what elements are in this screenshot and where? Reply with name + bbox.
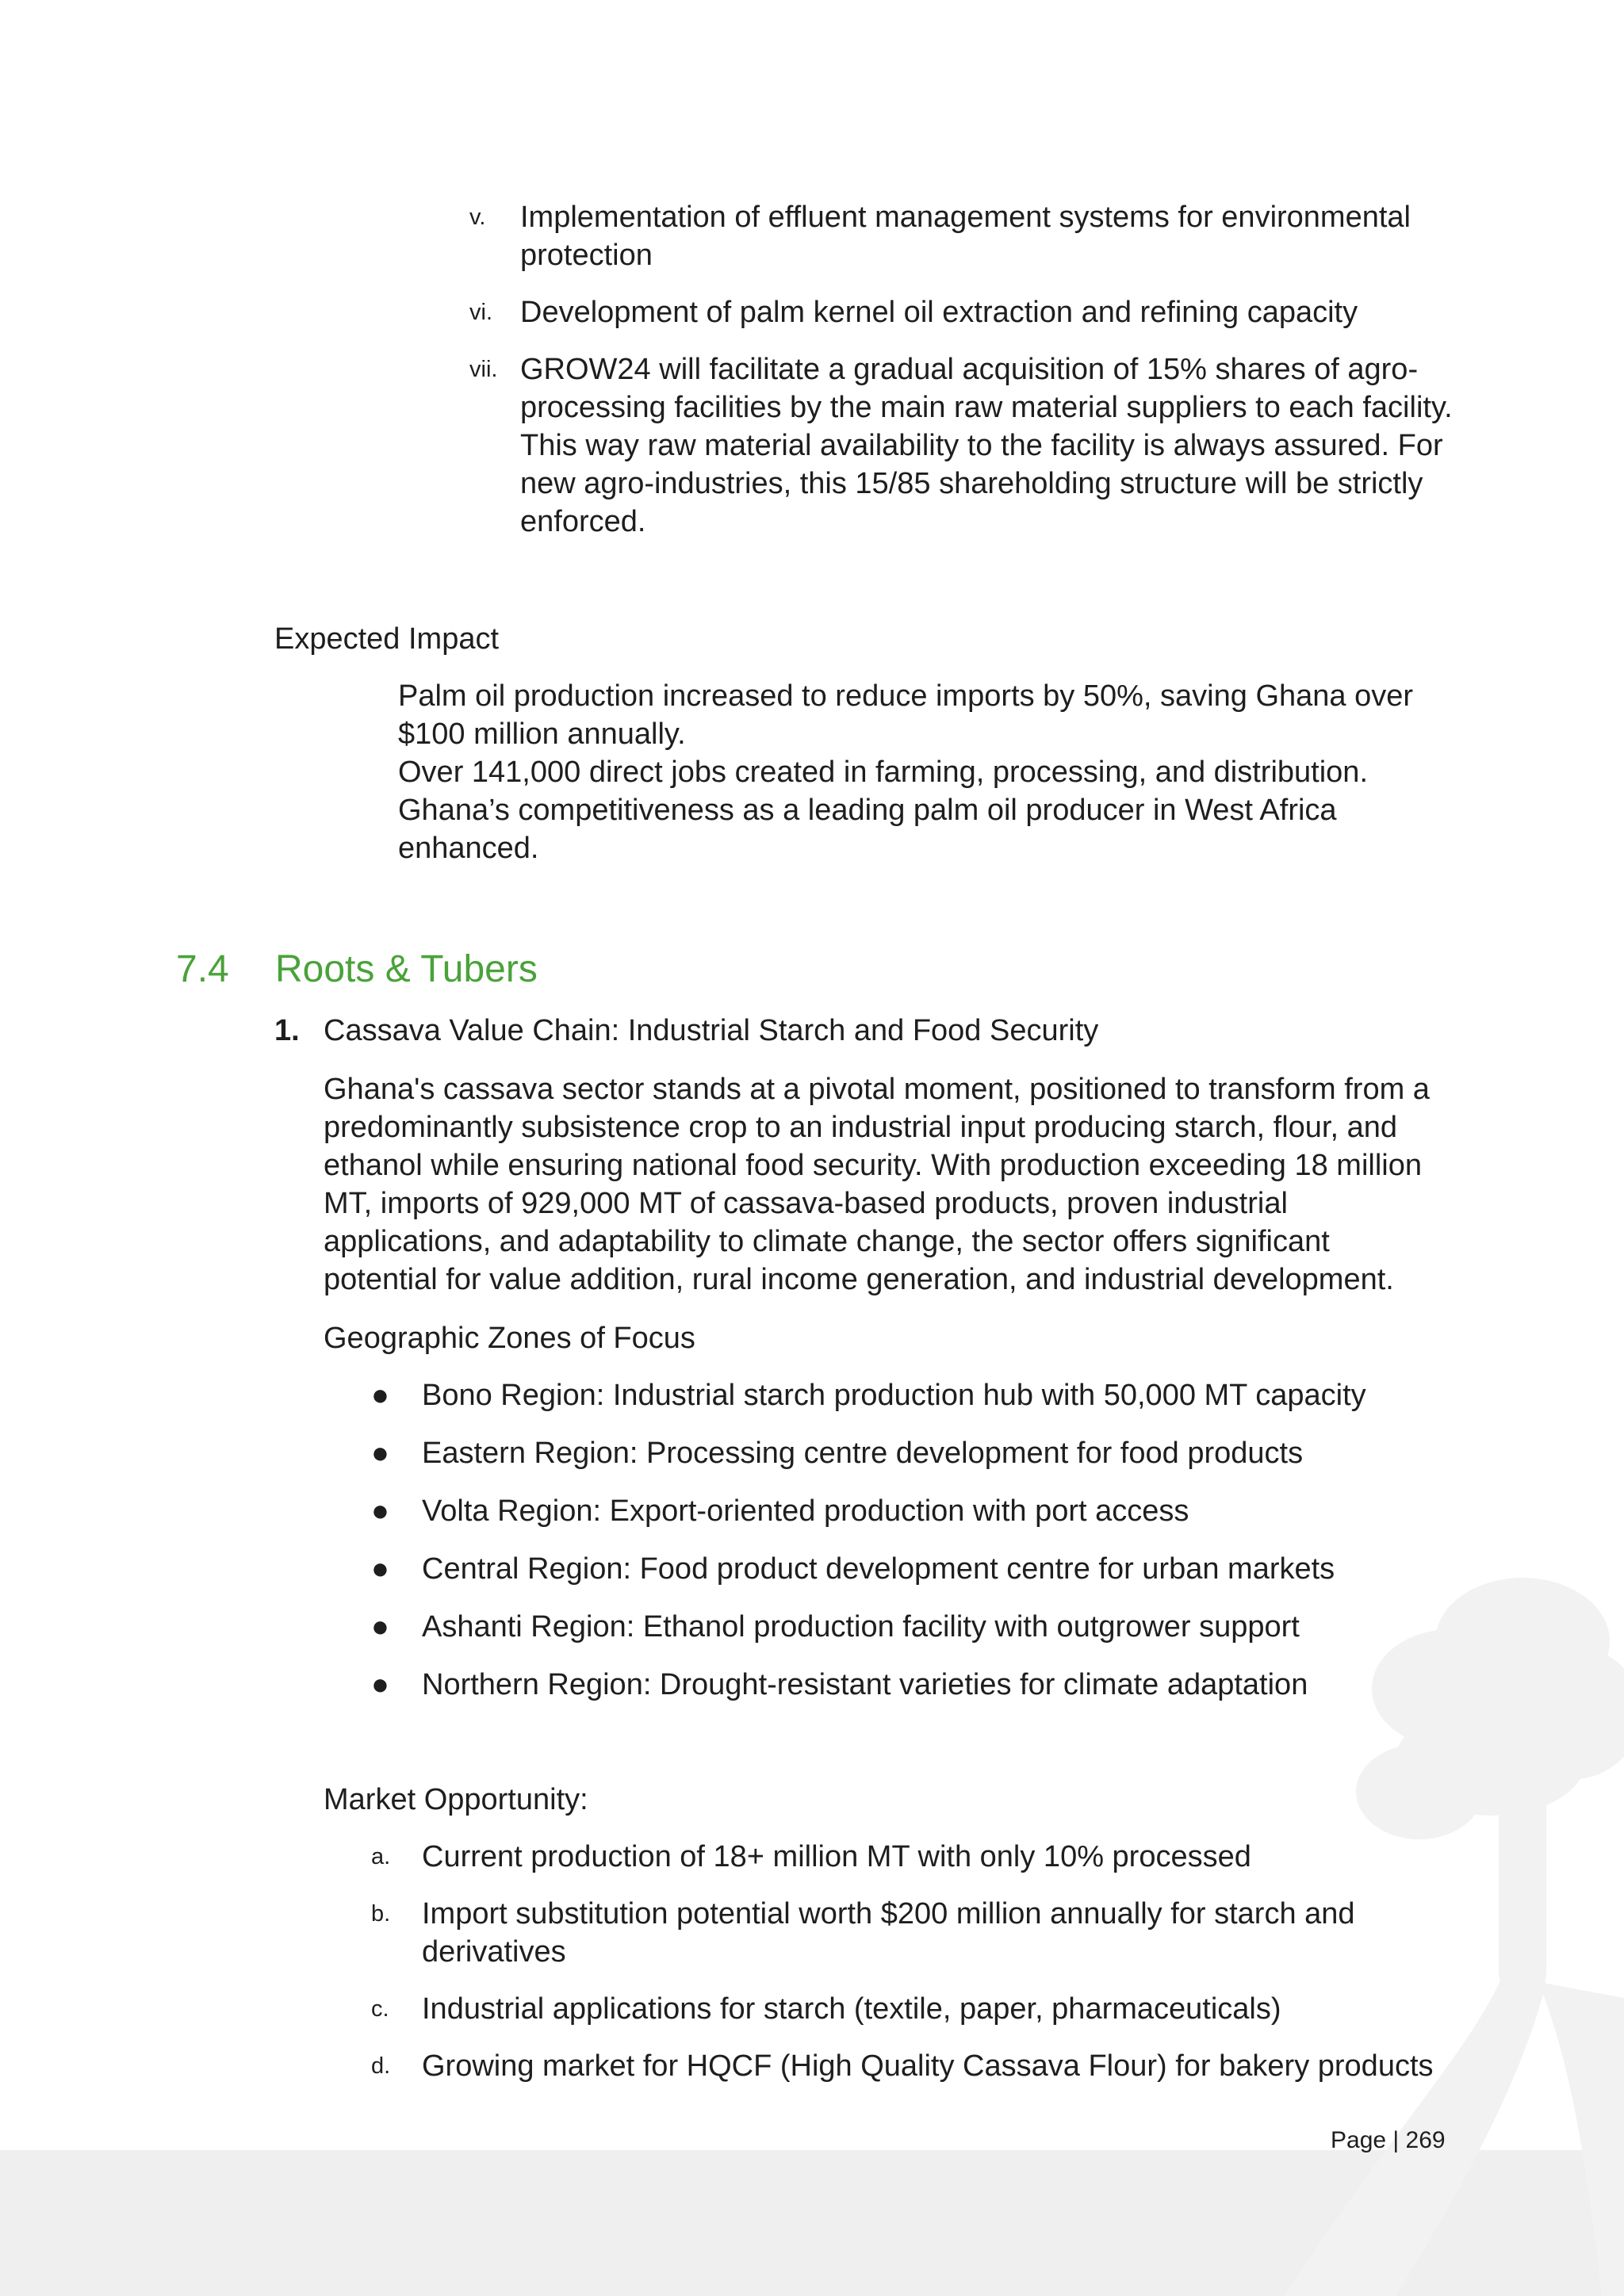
list-item-text: Central Region: Food product development centre for urban markets: [422, 1552, 1335, 1586]
list-item: [371, 1608, 1450, 1646]
bullet-icon: ●: [371, 1379, 389, 1412]
list-item-letter: b.: [371, 1901, 391, 1927]
list-item-number: v.: [469, 205, 486, 230]
list-item-text: Current production of 18+ million MT with only 10% processed: [422, 1840, 1251, 1873]
list-item-text: Northern Region: Drought-resistant varieties for climate adaptation: [422, 1668, 1308, 1701]
list-item-text: Import substitution potential worth $200 million annually for starch and derivatives: [422, 1897, 1355, 1969]
bullet-icon: ●: [371, 1668, 389, 1701]
list-item-text: Industrial applications for starch (textile, paper, pharmaceuticals): [422, 1992, 1281, 2026]
list-item: [371, 1376, 1450, 1414]
subsection-title: Cassava Value Chain: Industrial Starch and Food Security: [324, 1014, 1099, 1047]
list-item-text: GROW24 will facilitate a gradual acquisition of 15% shares of agro-processing facilities by the main raw material suppliers to each facility. This way raw material availability to the facility is always assured. For new agro-industries, this 15/85 shareholding structure will be strictly enforced.: [520, 353, 1453, 538]
list-item-text: Eastern Region: Processing centre development for food products: [422, 1437, 1304, 1470]
impact-line: Over 141,000 direct jobs created in farming, processing, and distribution.: [398, 756, 1368, 789]
list-item-text: Bono Region: Industrial starch production hub with 50,000 MT capacity: [422, 1379, 1366, 1412]
list-item-letter: c.: [371, 1996, 389, 2022]
impact-line: Ghana’s competitiveness as a leading palm oil producer in West Africa enhanced.: [398, 794, 1337, 865]
list-item-letter: d.: [371, 2053, 391, 2079]
list-item: [371, 2047, 1450, 2085]
list-item-text: Ashanti Region: Ethanol production facility with outgrower support: [422, 1610, 1300, 1644]
list-item: [371, 1492, 1450, 1530]
section-number: 7.4: [176, 948, 229, 990]
list-item: [469, 350, 1453, 541]
list-item-text: Development of palm kernel oil extraction and refining capacity: [520, 296, 1358, 329]
list-item-letter: a.: [371, 1844, 391, 1869]
bullet-icon: ●: [371, 1610, 389, 1644]
bullet-icon: ●: [371, 1437, 389, 1470]
expected-impact-label: Expected Impact: [274, 622, 500, 656]
subsection-heading: [274, 1012, 1098, 1050]
bullet-icon: ●: [371, 1552, 389, 1586]
page-number: Page | 269: [1331, 2127, 1446, 2153]
list-item: [469, 293, 1453, 331]
market-list: [371, 1838, 1450, 2104]
list-item-text: Growing market for HQCF (High Quality Cassava Flour) for bakery products: [422, 2049, 1434, 2083]
bullet-icon: ●: [371, 1494, 389, 1528]
list-item-text: Volta Region: Export-oriented production with port access: [422, 1494, 1189, 1528]
list-item: [371, 1434, 1450, 1472]
market-label: Market Opportunity:: [324, 1783, 588, 1816]
list-item-number: vii.: [469, 357, 498, 382]
impact-line: Palm oil production increased to reduce imports by 50%, saving Ghana over $100 million annually.: [398, 679, 1414, 751]
list-item-text: Implementation of effluent management systems for environmental protection: [520, 201, 1411, 272]
intro-paragraph: Ghana's cassava sector stands at a pivotal moment, positioned to transform from a predominantly subsistence crop to an industrial input producing starch, flour, and ethanol while ensuring national food security. With production exceeding 18 million MT, imports of 929,000 MT of cassava-based products, proven industrial applications, and adaptability to climate change, the sector offers significant potential for value addition, rural income generation, and industrial development.: [324, 1073, 1430, 1296]
roman-numeral-list: [469, 198, 1453, 560]
list-item: [371, 1550, 1450, 1588]
list-item: [371, 1666, 1450, 1704]
list-item-number: vi.: [469, 300, 492, 325]
subsection-number: 1.: [274, 1014, 300, 1047]
list-item: [371, 1838, 1450, 1876]
list-item: [371, 1990, 1450, 2028]
zones-bullet-list: [371, 1376, 1450, 1724]
section-title: Roots & Tubers: [275, 948, 538, 990]
list-item: [469, 198, 1453, 274]
zones-label: Geographic Zones of Focus: [324, 1322, 695, 1355]
section-heading: [176, 947, 538, 992]
expected-impact-block: [398, 677, 1453, 867]
list-item: [371, 1895, 1450, 1971]
